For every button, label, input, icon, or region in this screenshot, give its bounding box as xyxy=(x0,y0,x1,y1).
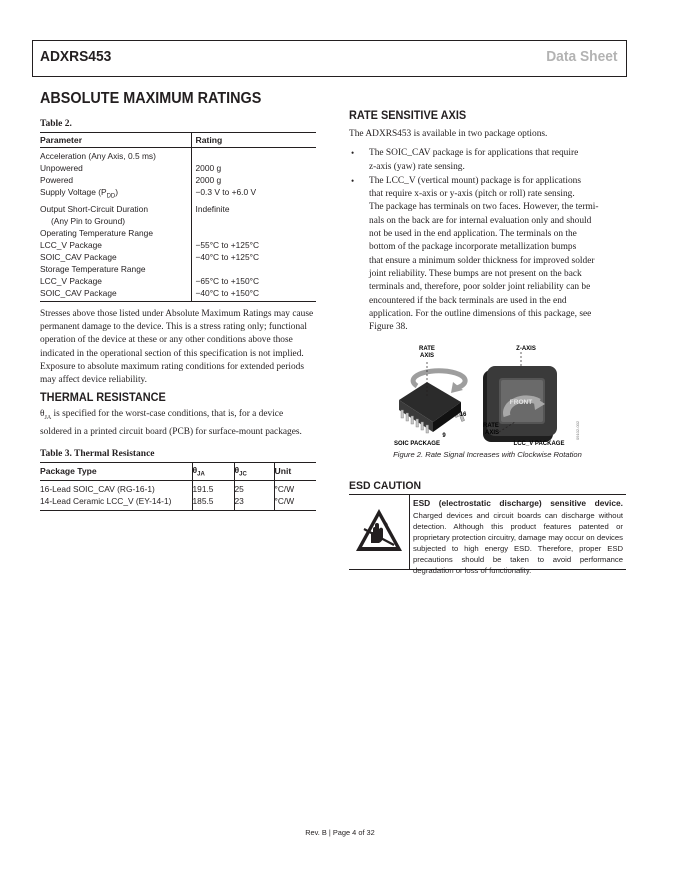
param-text: Supply Voltage (P xyxy=(40,187,107,197)
table3-header-unit: Unit xyxy=(274,462,316,480)
figure-id: 09102-002 xyxy=(575,421,580,441)
rating-cell: 2000 g xyxy=(191,174,316,186)
table-row xyxy=(40,203,316,227)
table-row xyxy=(40,148,316,163)
param-cell: SOIC_CAV Package xyxy=(40,251,117,262)
unit-cell: °C/W xyxy=(274,495,316,511)
esd-text xyxy=(413,498,623,576)
rating-cell: −40°C to +150°C xyxy=(191,287,316,302)
rating-cell xyxy=(191,162,316,174)
pin9-label: 9 xyxy=(442,433,446,440)
pin16-label: 16 xyxy=(459,412,467,419)
esd-title: ESD (electrostatic discharge) sensitive device. xyxy=(413,498,623,509)
table2-caption: Table 2. xyxy=(40,119,72,129)
table3-caption: Table 3. Thermal Resistance xyxy=(40,448,155,459)
esd-body: Charged devices and circuit boards can discharge without detection. Although this product features patented or proprietary protection circuitry, damage may occur on devices subjected to high energy ESD. Therefore, proper ESD precautions should be taken to avoid performance degradation or loss of functionality. xyxy=(413,510,623,576)
thermal-paragraph-text: is specified for the worst-case conditions, that is, for a device soldered in a printed circuit board (PCB) for surface-mount packages. xyxy=(40,409,302,437)
bullet2-line: joint reliability. These bumps are not present on the back xyxy=(369,268,582,279)
soic-package-label: SOIC PACKAGE xyxy=(394,441,440,448)
thermal-resistance-heading: THERMAL RESISTANCE xyxy=(40,392,166,405)
bullet2-line: Figure 38. xyxy=(369,322,408,333)
z-axis-label: Z-AXIS xyxy=(516,346,536,353)
bullet-icon: • xyxy=(351,175,355,186)
table3-header-theta-ja xyxy=(192,462,234,480)
param-cell xyxy=(40,186,191,203)
esd-warning-icon xyxy=(354,507,404,557)
absolute-max-ratings-table xyxy=(40,132,316,302)
theta-symbol: θ xyxy=(192,464,198,475)
package-cell: 14-Lead Ceramic LCC_V (EY-14-1) xyxy=(40,495,192,511)
theta-symbol: θ xyxy=(234,464,240,475)
table3-header-theta-jc xyxy=(234,462,274,480)
rating-cell: Indefinite xyxy=(191,203,316,227)
left-column xyxy=(40,88,316,511)
bullet2-line: The LCC_V (vertical mount) package is for applications xyxy=(369,175,582,186)
param-cell: Operating Temperature Range xyxy=(40,227,153,238)
rate-signal-figure xyxy=(349,338,626,450)
table-row xyxy=(40,480,316,495)
param-subscript: DD xyxy=(106,193,116,200)
table-row xyxy=(40,251,316,263)
bullet2-line: that require x-axis or y-axis (pitch or roll) rate sensing. xyxy=(369,189,575,200)
table-row xyxy=(40,495,316,511)
page-title: ABSOLUTE MAXIMUM RATINGS xyxy=(40,90,262,107)
table-row xyxy=(40,174,316,186)
param-cell: LCC_V Package xyxy=(40,239,102,250)
rating-cell xyxy=(191,227,316,239)
rating-cell xyxy=(191,148,316,163)
list-item xyxy=(349,175,626,335)
bullet2-line: nals on the back are for internal evaluation only and should xyxy=(369,215,592,226)
page-header xyxy=(32,40,627,77)
bullet2-line: not be used in the end application. The terminals on the xyxy=(369,229,577,240)
bullet-icon: • xyxy=(351,148,355,159)
right-column xyxy=(349,110,626,576)
table2-header-rating: Rating xyxy=(191,133,316,148)
theta-subscript: JA xyxy=(44,415,52,422)
front-label: FRONT xyxy=(509,399,533,407)
page-footer: Rev. B | Page 4 of 32 xyxy=(305,828,375,837)
theta-ja-cell: 191.5 xyxy=(192,480,234,495)
soic-rate-axis-label2: AXIS xyxy=(419,353,435,360)
package-options-list xyxy=(349,147,626,334)
lcc-rate-axis-label2: AXIS xyxy=(485,430,500,437)
table-row xyxy=(40,287,316,302)
param-text-line2: (Any Pin to Ground) xyxy=(51,215,126,226)
param-cell: LCC_V Package xyxy=(40,275,102,286)
lcc-package-label: LCC_V PACKAGE xyxy=(513,441,565,448)
bullet2-line: bottom of the package incorporate metallization bumps xyxy=(369,242,577,253)
param-cell: Storage Temperature Range xyxy=(40,263,146,274)
rating-cell: −40°C to +125°C xyxy=(191,251,316,263)
theta-jc-cell: 25 xyxy=(234,480,274,495)
rating-cell: −0.3 V to +6.0 V xyxy=(191,186,316,203)
table-row xyxy=(40,263,316,275)
rating-cell: −55°C to +125°C xyxy=(191,239,316,251)
table-row xyxy=(40,186,316,203)
param-cell: Unpowered xyxy=(40,163,83,173)
esd-caution-heading: ESD CAUTION xyxy=(349,480,421,493)
figure-caption: Figure 2. Rate Signal Increases with Clockwise Rotation xyxy=(393,450,582,460)
table2-header-parameter: Parameter xyxy=(40,133,191,148)
param-cell: SOIC_CAV Package xyxy=(40,287,191,302)
esd-box xyxy=(349,495,626,576)
lcc-rate-axis-label: RATE xyxy=(483,423,499,430)
bullet1-line2: z-axis (yaw) rate sensing. xyxy=(369,161,465,172)
bullet2-line: encountered if the back terminals are used in the end xyxy=(369,295,567,306)
package-cell: 16-Lead SOIC_CAV (RG-16-1) xyxy=(40,483,155,494)
table-row xyxy=(40,227,316,239)
table-row xyxy=(40,239,316,251)
theta-jc-sub: JC xyxy=(239,471,247,478)
table3-header-package: Package Type xyxy=(40,462,192,480)
rate-axis-intro: The ADXRS453 is available in two package options. xyxy=(349,129,548,139)
param-tail: ) xyxy=(115,187,119,197)
header-doc-type: Data Sheet xyxy=(546,48,618,65)
param-text: Output Short-Circuit Duration xyxy=(40,203,148,214)
bullet1-line1: The SOIC_CAV package is for applications that require xyxy=(369,148,579,159)
param-cell: Acceleration (Any Axis, 0.5 ms) xyxy=(40,151,156,161)
theta-ja-cell: 185.5 xyxy=(192,495,234,511)
soic-rate-axis-label: RATE xyxy=(419,346,435,353)
table-row xyxy=(40,162,316,174)
esd-caution-section xyxy=(349,480,626,576)
bullet2-line: application. For the outline dimensions of this package, see xyxy=(369,308,592,319)
table-row xyxy=(40,275,316,287)
header-part-number: ADXRS453 xyxy=(40,48,112,65)
theta-symbol: θ xyxy=(40,409,45,420)
list-item xyxy=(349,147,626,174)
thermal-resistance-table xyxy=(40,462,316,511)
bullet2-line: The package has terminals on two faces. However, the termi- xyxy=(369,202,599,213)
esd-divider xyxy=(409,495,410,569)
package-illustration xyxy=(349,338,626,450)
param-cell: Powered xyxy=(40,175,74,185)
bullet2-line: that ensure a minimum solder thickness for improved solder xyxy=(369,255,595,266)
stress-paragraph: Stresses above those listed under Absolute Maximum Ratings may cause permanent damage to the device. This is a stress rating only; functional operation of the device at these or any other conditions above those indicated in the operational section of this specification is not implied. Exposure to absolute maximum rating conditions for extended periods may affect device reliability. xyxy=(40,308,314,386)
rate-sensitive-axis-heading: RATE SENSITIVE AXIS xyxy=(349,110,467,122)
unit-cell: °C/W xyxy=(274,480,316,495)
thermal-paragraph xyxy=(40,408,316,438)
bullet2-line: terminals and, therefore, poor solder joint reliability can be xyxy=(369,282,591,293)
param-cell xyxy=(40,203,191,227)
soic-package-drawing xyxy=(399,362,465,433)
theta-jc-cell: 23 xyxy=(234,495,274,511)
rating-value: 2000 g xyxy=(195,163,222,173)
theta-ja-sub: JA xyxy=(197,471,205,478)
rating-cell xyxy=(191,263,316,275)
rating-cell: −65°C to +150°C xyxy=(191,275,316,287)
